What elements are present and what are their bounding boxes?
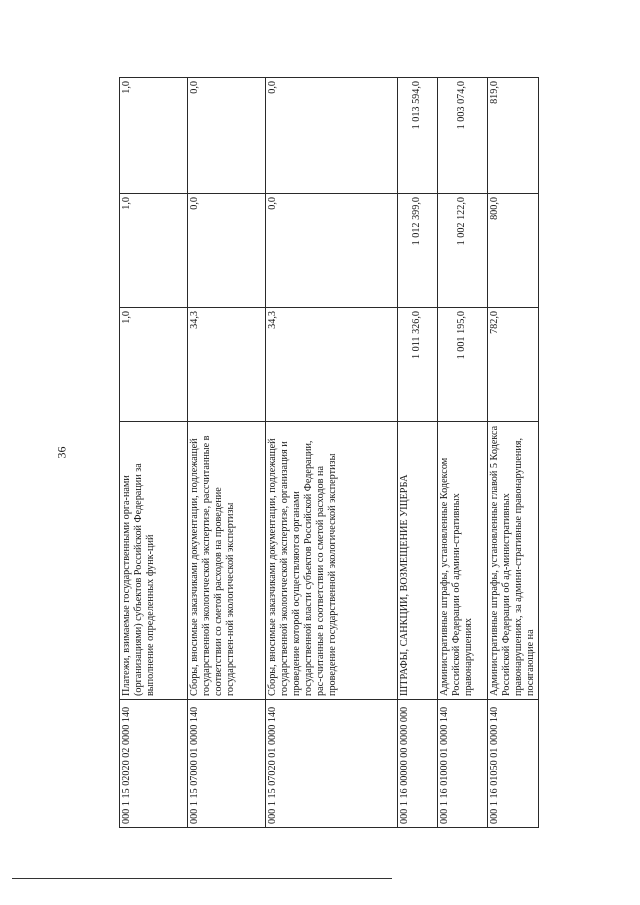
row-code: 000 1 16 01000 01 0000 140 — [438, 700, 488, 828]
table-row — [120, 78, 188, 828]
row-name: Сборы, вносимые заказчиками документации, подлежащей государственной экологической экспертизе, рассчитанные в соответствии со сметой расходов на проведение государствен-ной экологической экспертизы — [188, 422, 266, 700]
row-name: Сборы, вносимые заказчиками документации, подлежащей государственной экологической экспертизе, организация и проведение которой осуществляются органами государственной власти субъектов Российской Федерации, рас-считанные в соответствии со сметой расходов на проведение государственной экологической экспертизы — [266, 422, 398, 700]
row-value-1: 1 011 326,0 — [398, 308, 438, 422]
row-code: 000 1 15 07000 01 0000 140 — [188, 700, 266, 828]
row-value-1: 1 001 195,0 — [438, 308, 488, 422]
budget-table-container — [119, 78, 537, 828]
row-code: 000 1 15 02020 02 0000 140 — [120, 700, 188, 828]
row-value-1: 34,3 — [266, 308, 398, 422]
row-value-3: 819,0 — [488, 78, 539, 194]
row-code: 000 1 16 01050 01 0000 140 — [488, 700, 539, 828]
row-value-2: 0,0 — [188, 194, 266, 308]
table-row — [488, 78, 539, 828]
row-value-3: 0,0 — [188, 78, 266, 194]
row-value-3: 1 003 074,0 — [438, 78, 488, 194]
table-row — [188, 78, 266, 828]
row-value-2: 1,0 — [120, 194, 188, 308]
row-name: Административные штрафы, установленные главой 5 Кодекса Российской Федерации об ад-министративных правонарушениях, за админи-стративные правонарушения, посягающие на — [488, 422, 539, 700]
row-value-1: 782,0 — [488, 308, 539, 422]
row-value-3: 0,0 — [266, 78, 398, 194]
page-number: 36 — [54, 446, 69, 459]
row-value-2: 800,0 — [488, 194, 539, 308]
table-row — [438, 78, 488, 828]
row-value-1: 1,0 — [120, 308, 188, 422]
row-value-2: 0,0 — [266, 194, 398, 308]
row-name: Платежи, взимаемые государственными орга-нами (организациями) субъектов Российской Федерации за выполнение определенных функ-ций — [120, 422, 188, 700]
row-name: Административные штрафы, установленные Кодексом Российской Федерации об админи-стративных правонарушениях — [438, 422, 488, 700]
table-row — [266, 78, 398, 828]
footer-rule — [12, 878, 392, 879]
row-value-1: 34,3 — [188, 308, 266, 422]
row-code: 000 1 15 07020 01 0000 140 — [266, 700, 398, 828]
row-value-3: 1 013 594,0 — [398, 78, 438, 194]
budget-table — [119, 77, 539, 828]
row-value-3: 1,0 — [120, 78, 188, 194]
row-value-2: 1 012 399,0 — [398, 194, 438, 308]
row-name: ШТРАФЫ, САНКЦИИ, ВОЗМЕЩЕНИЕ УЩЕРБА — [398, 422, 438, 700]
table-row — [398, 78, 438, 828]
row-value-2: 1 002 122,0 — [438, 194, 488, 308]
row-code: 000 1 16 00000 00 0000 000 — [398, 700, 438, 828]
